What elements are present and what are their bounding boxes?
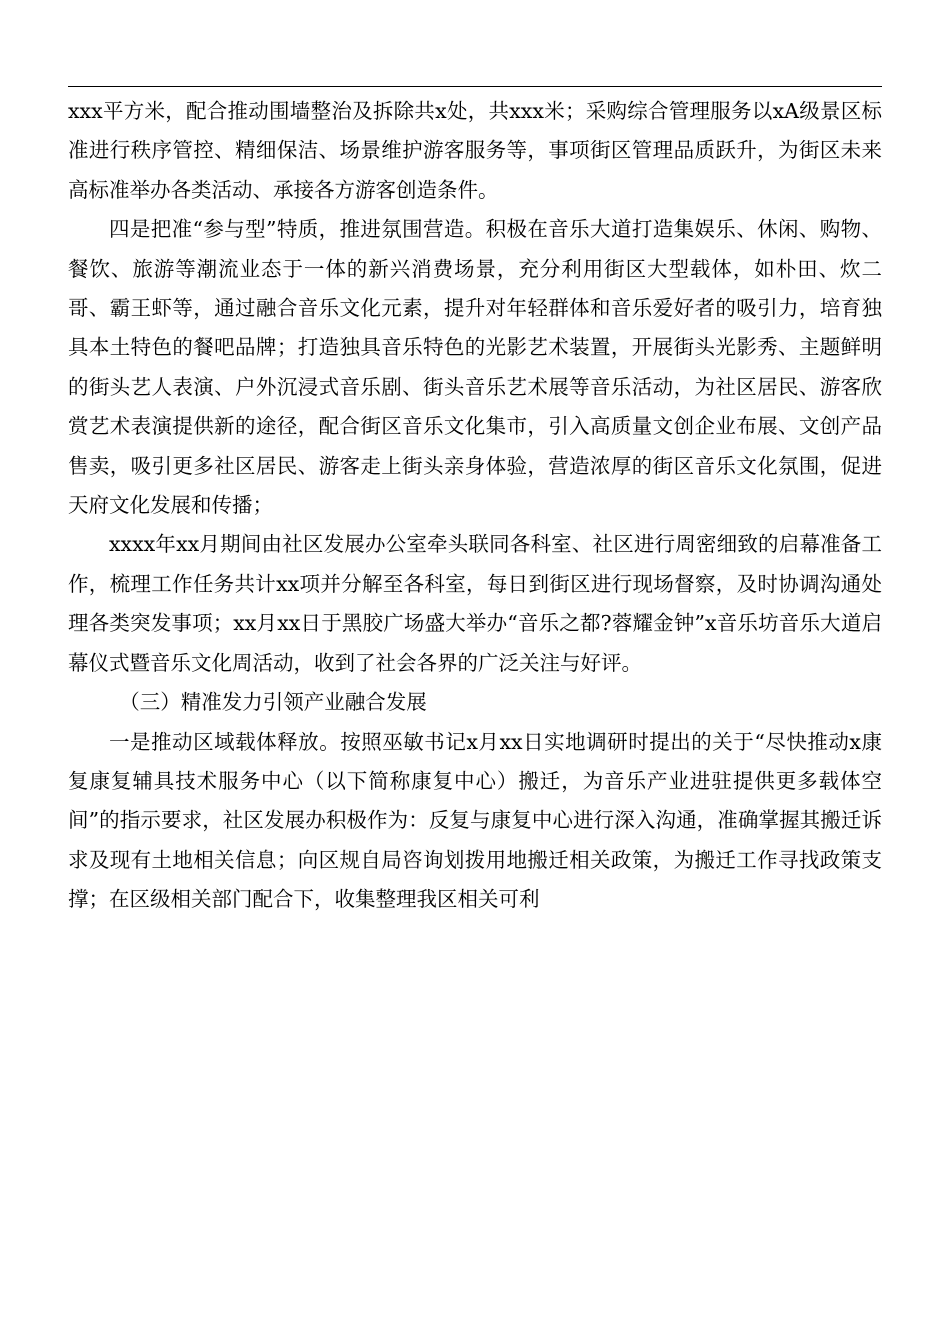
header-rule [68,86,882,87]
document-body [68,92,882,920]
section-heading: （三）精准发力引领产业融合发展 [119,690,427,715]
paragraph-point-one: 一是推动区域载体释放。按照巫敏书记x月xx日实地调研时提出的关于“尽快推动x康复康复辅具技术服务中心（以下简称康复中心）搬迁，为音乐产业进驻提供更多载体空间”的指示要求，社区发展办积极作为：反复与康复中心进行深入沟通，准确掌握其搬迁诉求及现有土地相关信息；向区规自局咨询划拨用地搬迁相关政策，为搬迁工作寻找政策支撑；在区级相关部门配合下，收集整理我区相关可利 [68,729,882,912]
paragraph-point-four: 四是把准“参与型”特质，推进氛围营造。积极在音乐大道打造集娱乐、休闲、购物、餐饮、旅游等潮流业态于一体的新兴消费场景，充分利用街区大型载体，如朴田、炊二哥、霸王虾等，通过融合音乐文化元素，提升对年轻群体和音乐爱好者的吸引力，培育独具本土特色的餐吧品牌；打造独具音乐特色的光影艺术装置，开展街头光影秀、主题鲜明的街头艺人表演、户外沉浸式音乐剧、街头音乐艺术展等音乐活动，为社区居民、游客欣赏艺术表演提供新的途径，配合街区音乐文化集市，引入高质量文创企业布展、文创产品售卖，吸引更多社区居民、游客走上街头亲身体验，营造浓厚的街区音乐文化氛围，促进天府文化发展和传播； [68,217,882,518]
paragraph-continuation: xxx平方米，配合推动围墙整治及拆除共x处，共xxx米；采购综合管理服务以xA级景区标准进行秩序管控、精细保洁、场景维护游客服务等，事项街区管理品质跃升，为街区未来高标准举办各类活动、承接各方游客创造条件。 [68,99,882,202]
paragraph-launch-event: xxxx年xx月期间由社区发展办公室牵头联同各科室、社区进行周密细致的启幕准备工作，梳理工作任务共计xx项并分解至各科室，每日到街区进行现场督察，及时协调沟通处理各类突发事项；xx月xx日于黑胶广场盛大举办“音乐之都?蓉耀金钟”x音乐坊音乐大道启幕仪式暨音乐文化周活动，收到了社会各界的广泛关注与好评。 [68,532,882,675]
